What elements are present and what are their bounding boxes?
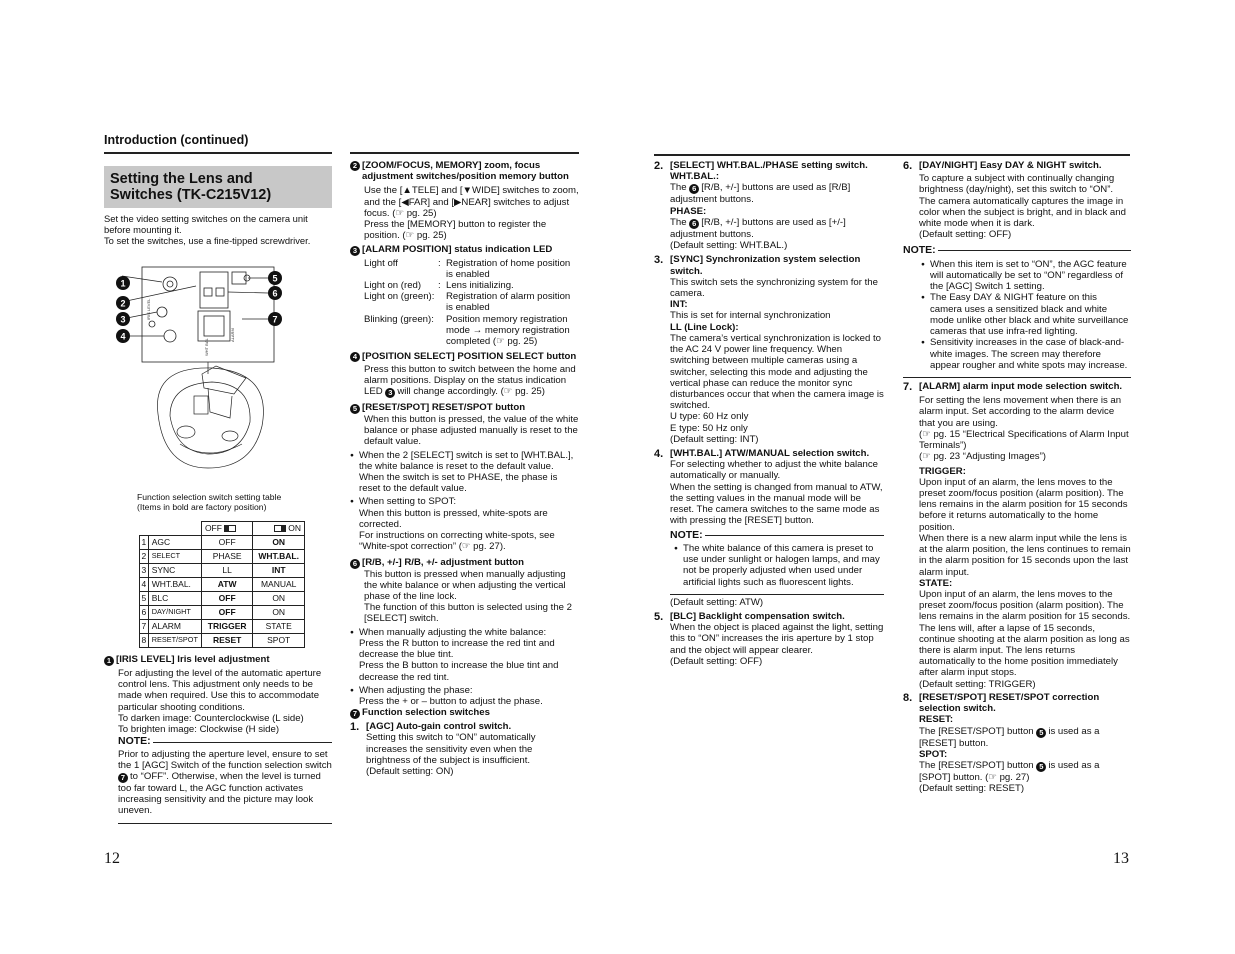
table-row: 8 RESET/SPOT RESET SPOT bbox=[140, 634, 305, 648]
table-caption: Function selection switch setting table (Items in bold are factory position) bbox=[137, 492, 282, 513]
table-row: 7 ALARM TRIGGER STATE bbox=[140, 620, 305, 634]
intro-text: Set the video setting switches on the camera unit before mounting it. To set the switches, use a fine-tipped screwdriver. bbox=[104, 213, 311, 246]
svg-text:5: 5 bbox=[272, 273, 278, 284]
callout-7-badge: 7 bbox=[118, 773, 128, 783]
led-status-list: Light off : Registration of home position is enabled Light on (red) : Lens initializing. Light on (green): Registration of alarm position is enabled Blinking (green): Position memory registration mode → memory registration completed (☞ pg. 25) bbox=[364, 257, 571, 348]
camera-switch-illustration bbox=[112, 256, 287, 486]
table-row: 2 SELECT PHASE WHT.BAL. bbox=[140, 550, 305, 564]
svg-text:WHT BAL: WHT BAL bbox=[204, 338, 209, 356]
header-rule bbox=[350, 152, 579, 154]
section-title-box bbox=[104, 166, 332, 208]
column-4: 6. [DAY/NIGHT] Easy DAY & NIGHT switch. To capture a subject with continually changing brightness (day/night), set this switch to “ON”. The camera automatically captures the image in color when the subject is bright, and in black and white mode when it is dark. (Default setting: OFF) NOTE: ● When this item is set to “ON”, the AGC feature will automatically be set to “ON” regardless of the [AGC] Switch 1 setting. ● The Easy DAY & NIGHT feature on this camera uses a sensitized black and white mode unlike other black and white surveillance cameras that use infra-red lighting. ● Sensitivity increases in the case of black-and-white images. The screen may therefore appear rougher and white spots may increase. 7. [ALARM] alarm input mode selection switch. For setting the lens movement when there is an alarm input. Set according to the alarm device that you are using. (☞ pg. 15 “Electrical Specifications of Alarm Input Terminals”) (☞ pg. 23 “Adjusting Images”) TRIGGER: Upon input of an alarm, the lens moves to the preset zoom/focus position (alarm position). The lens remains in the alarm position for 15 seconds before it returns automatically to the home position. When there is a new alarm input while the lens is at the alarm position, the lens continues to remain in the alarm position for 15 seconds upon the last alarm input. STATE: Upon input of an alarm, the lens moves to the preset zoom/focus position (alarm position). The lens remains in the alarm position for 15 seconds. The lens will, after a lapse of 15 seconds, continue shooting at the alarm position as long as there is alarm input. The lens returns automatically to the home position immediately after alarm input stops. (Default setting: TRIGGER) 8. [RESET/SPOT] RESET/SPOT correction selection switch. RESET: The [RESET/SPOT] button 5 is used as a [RESET] button. SPOT: The [RESET/SPOT] button 5 is used as a [SPOT] button. (☞ pg. 27) (Default setting: RESET) bbox=[903, 160, 1131, 794]
section-title: Setting the Lens and Switches (TK-C215V12) bbox=[110, 171, 272, 203]
position-select-button-shape bbox=[164, 330, 176, 342]
svg-text:IRIS LEVEL: IRIS LEVEL bbox=[146, 298, 151, 320]
table-row: 1 AGC OFF ON bbox=[140, 536, 305, 550]
dip-switch-block bbox=[198, 311, 230, 341]
svg-text:2: 2 bbox=[120, 298, 126, 309]
note-end-rule bbox=[118, 823, 332, 824]
table-row: 5 BLC OFF ON bbox=[140, 592, 305, 606]
table-row: 6 DAY/NIGHT OFF ON bbox=[140, 606, 305, 620]
header-rule-right bbox=[654, 154, 1130, 156]
page-number-left: 12 bbox=[104, 850, 120, 867]
note-heading: NOTE: bbox=[118, 735, 332, 747]
running-header: Introduction (continued) bbox=[104, 133, 249, 147]
table-row: 3 SYNC LL INT bbox=[140, 564, 305, 578]
svg-text:6: 6 bbox=[272, 288, 278, 299]
iris-knob bbox=[163, 277, 177, 291]
column-2: 2 [ZOOM/FOCUS, MEMORY] zoom, focus adjustment switches/position memory button Use the [▲TELE] and [▼WIDE] switches to zoom, and the [◀FAR] and [▶NEAR] switches to adjust focus. (☞ pg. 25) Press the [MEMORY] button to register the position. (☞ pg. 25) 3 [ALARM POSITION] status indication LED Light off : Registration of home position is enabled Light on (red) : Lens initializing. Light on (green): Registration of alarm position is enabled Blinking (green): Position memory registration mode → memory registration completed (☞ pg. 25) 4 [POSITION SELECT] POSITION SELECT button Press this button to switch between the home and alarm positions. Display on the status indication LED 3 will change accordingly. (☞ pg. 25) 5 [RESET/SPOT] RESET/SPOT button When this button is pressed, the value of the white balance or phase adjusted manually is reset to the default value. ● When the 2 [SELECT] switch is set to [WHT.BAL.], the white balance is reset to the default value. When the switch is set to PHASE, the phase is reset to the default value. ● When setting to SPOT: When this button is pressed, white-spots are corrected. For instructions on correcting white-spots, see “White-spot correction” (☞ pg. 27). 6 [R/B, +/-] R/B, +/- adjustment button This button is pressed when manually adjusting the white balance or when adjusting the vertical phase of the line lock. The function of this button is selected using the 2 [SELECT] switch. ● When manually adjusting the white balance: Press the R button to increase the red tint and decrease the blue tint. Press the B button to increase the blue tint and decrease the red tint. ● When adjusting the phase: Press the + or – button to adjust the phase. 7 Function selection switches 1. [AGC] Auto-gain control switch. Setting this switch to “ON” automatically increases the sensitivity even when the brightness of the subject is insufficient. (Default setting: ON) bbox=[350, 160, 579, 777]
function-switch-table bbox=[139, 521, 305, 648]
svg-text:3: 3 bbox=[120, 314, 126, 325]
callout-1-badge: 1 bbox=[104, 656, 114, 666]
column-3: 2. [SELECT] WHT.BAL./PHASE setting switch. WHT.BAL.: The 6 [R/B, +/-] buttons are used as [R/B] adjustment buttons. PHASE: The 6 [R/B, +/-] buttons are used as [+/-] adjustment buttons. (Default setting: WHT.BAL.) 3. [SYNC] Synchronization system selection switch. This switch sets the synchronizing system for the camera. INT: This is set for internal synchronization LL (Line Lock): The camera’s vertical synchronization is locked to the AC 24 V power line frequency. When switching between multiple cameras using a switcher, selecting this mode and adjusting the vertical phase can reduce the monitor sync disturbances occur that when the camera image is switched. U type: 60 Hz only E type: 50 Hz only (Default setting: INT) 4. [WHT.BAL.] ATW/MANUAL selection switch. For selecting whether to adjust the white balance automatically or manually. When the setting is changed from manual to ATW, the setting values in the manual mode will be reset. The camera switches to the same mode as with pressing the [RESET] button. NOTE: ● The white balance of this camera is preset to use under sunlight or halogen lamps, and may not be properly adjusted when used under artificial lights such as fluorescent lights. (Default setting: ATW) 5. [BLC] Backlight compensation switch. When the object is placed against the light, setting this to “ON” increases the iris aperture by 1 stop and the object will appear clearer. (Default setting: OFF) bbox=[654, 160, 884, 667]
svg-text:1: 1 bbox=[120, 278, 126, 289]
svg-text:4: 4 bbox=[120, 331, 126, 342]
page-number-right: 13 bbox=[1113, 850, 1129, 867]
table-header-row: OFF ON bbox=[140, 522, 305, 536]
iris-level-section: 1 [IRIS LEVEL] Iris level adjustment For adjusting the level of the automatic aperture control lens. This adjustment only needs to be made when required. Use this to accommodate particular shooting conditions. To darken image: Counterclockwise (L side) To brighten image: Clockwise (H side) NOTE: Prior to adjusting the aperture level, ensure to set the 1 [AGC] Switch of the function selection switch 7 to “OFF”. Otherwise, when the level is turned too far toward L, the AGC function activates increasing sensitivity and the picture may look uneven. bbox=[104, 654, 332, 817]
svg-text:7: 7 bbox=[272, 314, 278, 325]
svg-text:ALARM: ALARM bbox=[230, 328, 235, 342]
table-row: 4 WHT.BAL. ATW MANUAL bbox=[140, 578, 305, 592]
header-rule bbox=[104, 152, 332, 154]
